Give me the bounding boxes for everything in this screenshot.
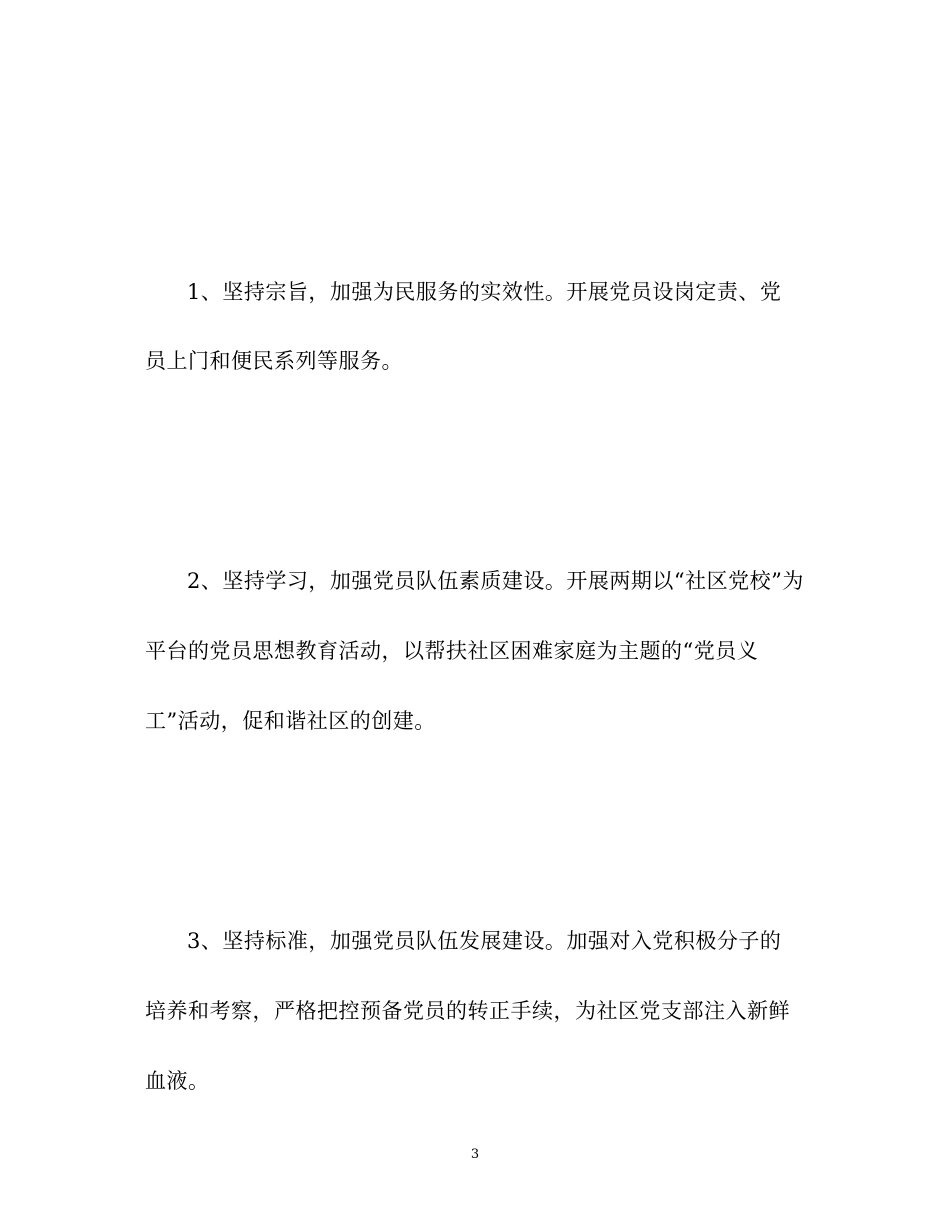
paragraph-line: 工”活动，促和谐社区的创建。	[145, 709, 436, 733]
paragraph-line: 平台的党员思想教育活动，以帮扶社区困难家庭为主题的“党员义	[145, 639, 759, 663]
page-number: 3	[470, 1147, 480, 1162]
paragraph-line: 1、坚持宗旨，加强为民服务的实效性。开展党员设岗定责、党	[187, 280, 782, 304]
paragraph-line: 2、坚持学习，加强党员队伍素质建设。开展两期以“社区党校”为	[187, 569, 804, 593]
paragraph-line: 培养和考察，严格把控预备党员的转正手续，为社区党支部注入新鲜	[145, 999, 790, 1023]
paragraph-line: 员上门和便民系列等服务。	[145, 349, 403, 373]
paragraph-line: 血液。	[145, 1069, 210, 1093]
paragraph-line: 3、坚持标准，加强党员队伍发展建设。加强对入党积极分子的	[187, 929, 782, 953]
